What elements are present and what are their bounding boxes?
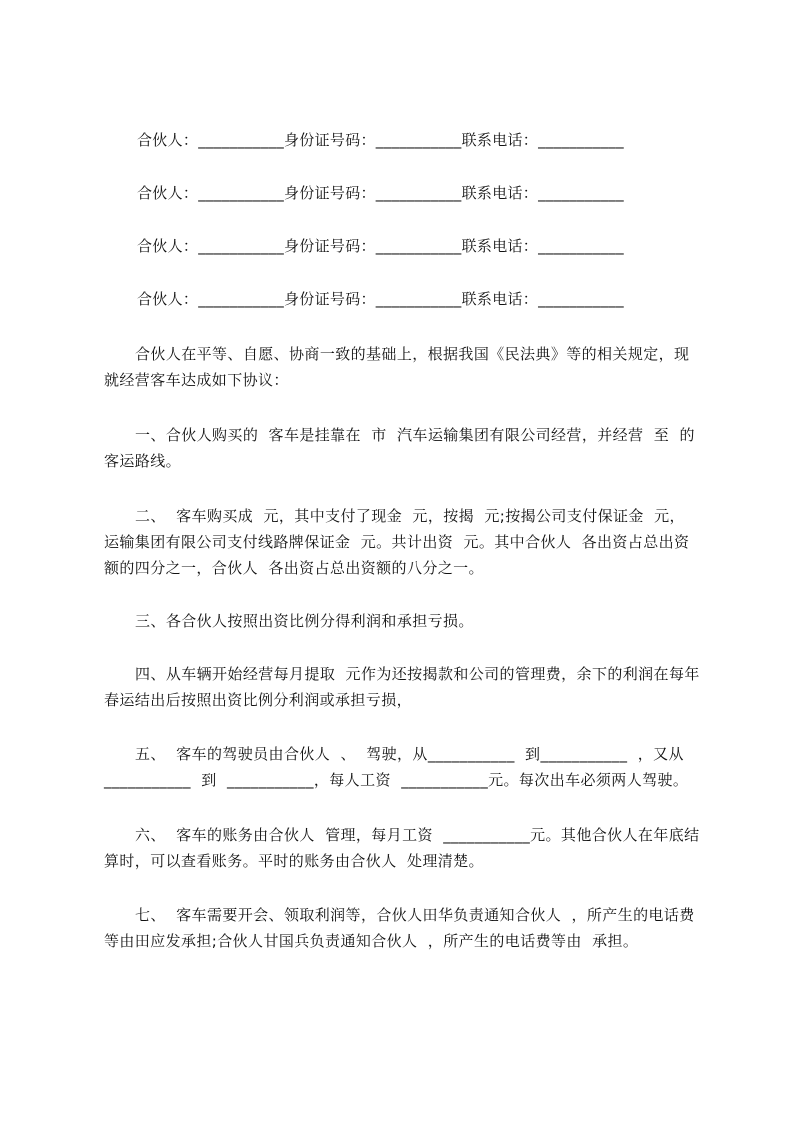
- party-line-1: 合伙人：___________身份证号码：___________联系电话：___________: [137, 131, 624, 149]
- party-line-3: 合伙人：___________身份证号码：___________联系电话：___________: [137, 237, 624, 255]
- intro-paragraph: 合伙人在平等、自愿、协商一致的基础上，根据我国《民法典》等的相关规定，现就经营客车达成如下协议：: [104, 345, 690, 389]
- party-line-4: 合伙人：___________身份证号码：___________联系电话：___________: [137, 290, 624, 308]
- clause-3: 三、各合伙人按照出资比例分得利润和承担亏损。: [104, 612, 474, 630]
- clause-5: 五、 客车的驾驶员由合伙人 、 驾驶，从___________ 到___________ ，又从___________ 到 ___________，每人工资 ___________元。每次出车必须两人驾驶。: [104, 745, 689, 789]
- clause-2: 二、 客车购买成 元，其中支付了现金 元，按揭 元;按揭公司支付保证金 元， 运输集团有限公司支付线路牌保证金 元。共计出资 元。其中合伙人 各出资占总出资额的四分之一，合伙人 各出资占总出资额的八分之一。: [104, 507, 696, 577]
- clause-1: 一、合伙人购买的 客车是挂靠在 市 汽车运输集团有限公司经营，并经营 至 的客运路线。: [104, 426, 695, 470]
- clause-6: 六、 客车的账务由合伙人 管理，每月工资 ___________元。其他合伙人在年底结算时，可以查看账务。平时的账务由合伙人 处理清楚。: [104, 826, 700, 870]
- clause-4: 四、从车辆开始经营每月提取 元作为还按揭款和公司的管理费，余下的利润在每年春运结出后按照出资比例分利润或承担亏损，: [104, 665, 700, 709]
- clause-7: 七、 客车需要开会、领取利润等，合伙人田华负责通知合伙人 ，所产生的电话费等由田应发承担;合伙人甘国兵负责通知合伙人 ，所产生的电话费等由 承担。: [104, 906, 695, 950]
- party-line-2: 合伙人：___________身份证号码：___________联系电话：___________: [137, 184, 624, 202]
